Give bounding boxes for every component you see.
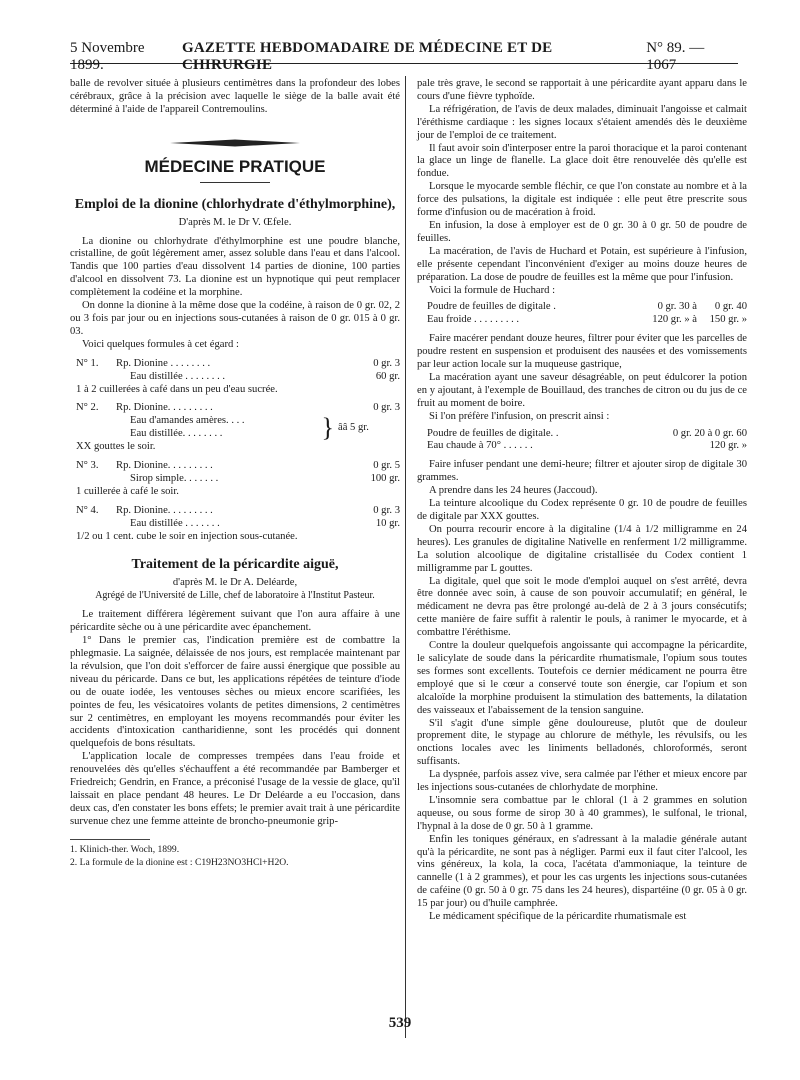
paragraph: La dyspnée, parfois assez vive, sera calmée par l'éther et mieux encore par les injections sous-cutanées de chlorhydate de morphine. [417, 769, 747, 794]
recipe-dose: 0 gr. 30 à [657, 301, 697, 313]
paragraph: Faire macérer pendant douze heures, filtrer pour éviter que les parcelles de poudre restent en suspension et produisent des nausées et des vomissements par leur action locale sur la muqueuse gastrique, [417, 333, 747, 371]
formula-number: N° 4. [76, 504, 99, 516]
article-affiliation: Agrégé de l'Université de Lille, chef de laboratoire à l'Institut Pasteur. [95, 590, 375, 602]
paragraph: Le traitement différera légèrement suivant que l'on aura affaire à une péricardite sèche ou à une péricardite avec épanchement. [70, 609, 400, 634]
running-header [70, 40, 738, 73]
formula-dose: 60 gr. [375, 370, 400, 382]
formula-line: Sirop simple. . . . . . . [130, 472, 219, 484]
article-byline-pericardite: d'après M. le Dr A. Deléarde, [172, 577, 298, 589]
formula-dose: 0 gr. 3 [373, 504, 400, 516]
footnote-2: 2. La formule de la dionine est : C19H23NO3HCl+H2O. [70, 856, 289, 868]
recipe-dose: 0 gr. 20 à 0 gr. 60 [672, 427, 747, 439]
recipe-infusion [427, 428, 747, 454]
recipe-dose: 0 gr. 40 [714, 301, 747, 313]
paragraph: La macération, de l'avis de Huchard et Potain, est supérieure à l'infusion, elle présente cependant l'inconvénient d'exiger au moins douze heures de préparation. La dose de poudre de feuilles est la même que pour l'infusion. [417, 245, 747, 283]
paragraph: S'il s'agit d'une simple gêne douloureuse, plutôt que de douleur proprement dite, le stypage au chlorure de méthyle, les révulsifs, ou les onctions locales avec les liniments belladonés, chloroformés, seront suffisants. [417, 717, 747, 768]
paragraph: Lorsque le myocarde semble fléchir, ce que l'on constate au nombre et à la force des pulsations, la digitale est indiquée : elle peut être prescrite sous forme d'infusion ou de macération à froid. [417, 181, 747, 219]
formula-line: Rp. Dionine . . . . . . . . [116, 357, 211, 369]
intro-paragraph: balle de revolver située à plusieurs centimètres dans la profondeur des lobes cérébraux, grâce à la précision avec laquelle le siège de la balle avait été déterminé à l'aide de l'appareil Contremoulins. [70, 78, 400, 115]
paragraph: Voici quelques formules à cet égard : [82, 338, 239, 350]
recipe-line: Eau chaude à 70° . . . . . . [427, 440, 533, 452]
paragraph: Il faut avoir soin d'interposer entre la paroi thoracique et la paroi contenant la glace un linge de flanelle. La glace doit être renouvelée dès qu'elle est fondue. [417, 142, 747, 180]
recipe-line: Eau froide . . . . . . . . . [427, 314, 520, 326]
formula-line: Eau distillée . . . . . . . [130, 517, 220, 529]
paragraph: Faire infuser pendant une demi-heure; filtrer et ajouter sirop de digitale 30 grammes. [417, 459, 747, 484]
formula-dose: 0 gr. 3 [373, 402, 400, 414]
header-date: 5 Novembre 1899. [70, 40, 145, 73]
paragraph: La réfrigération, de l'avis de deux malades, diminuait l'angoisse et calmait l'éréthisme cardiaque : les signes locaux s'étaient amendés dès le deuxième jour de l'emploi de ce traitement. [417, 103, 747, 141]
article-title-pericardite: Traitement de la péricardite aiguë, [131, 557, 339, 573]
paragraph: L'application locale de compresses trempées dans l'eau froide et renouvelées dès qu'elles s'échauffent a été recommandée par Bamberger et Friedreich; Gendrin, en France, a préconisé l'usage de la vessie de glace, qu'il laissait en place pendant 48 heures. Le Dr Deléarde a eu l'occasion, dans deux cas, d'en constater les bons effets; le premier avait trait à une péricardite survenue chez une femme atteinte de broncho-pneumonie grip- [70, 751, 400, 827]
section-rule [200, 182, 270, 183]
paragraph: On donne la dionine à la même dose que la codéine, à raison de 0 gr. 02, 2 ou 3 fois par jour ou en injections sous-cutanées à raison de 0 gr. 015 à 0 gr. 03. [70, 300, 400, 337]
paragraph: En infusion, la dose à employer est de 0 gr. 30 à 0 gr. 50 de poudre de feuilles. [417, 219, 747, 244]
paragraph: Enfin les toniques généraux, en s'adressant à la maladie générale autant qu'à la péricardite, ne sont pas à négliger. Parmi eux il faut citer l'alcool, les vins généreux, la kola, la coca, l'acétata d'ammoniaque, la teinture de cannelle (1 à 2 grammes), et pour les cas urgents les injections sous-cutanées de caféine (0 gr. 50 à 0 gr. 75 dans les 24 heures), dispartéine (0 gr. 05 à 0 gr. 15 par jour) ou d'huile camphrée. [417, 833, 747, 910]
formula-line: Rp. Dionine. . . . . . . . . [116, 402, 213, 414]
paragraph: La dionine ou chlorhydrate d'éthylmorphine est une poudre blanche, cristalline, de goût légèrement amer, assez soluble dans l'eau et dans l'alcool. Tandis que 100 parties d'eau dissolvent 14 parties de dionine, 100 parties d'alcool en dissolvent 73. La dionine est un hypnotique qui peut remplacer complètement la codéine et la morphine. [70, 235, 400, 299]
paragraph: La digitale, quel que soit le mode d'emploi auquel on s'est arrêté, devra être donnée avec soin, à cause de son pouvoir accumulatif; en général, le médicament ne devra pas être prolongé au-delà de 2 à 3 jours consécutifs; cette manière de faire suffit à ralentir le pouls, à ranimer le myocarde, et à combattre l'éréthisme. [417, 575, 747, 639]
paragraph: pale très grave, le second se rapportait à une péricardite ayant apparu dans le cours d'une fièvre typhoïde. [417, 78, 747, 102]
formula-note: XX gouttes le soir. [76, 441, 156, 453]
left-column [70, 78, 400, 870]
paragraph: Si l'on préfère l'infusion, on prescrit ainsi : [429, 410, 610, 422]
formula-dose: ââ 5 gr. [338, 421, 369, 433]
paragraph: La teinture alcoolique du Codex représente 0 gr. 10 de poudre de feuilles de digitale par XXX gouttes. [417, 498, 747, 522]
formula-number: N° 1. [76, 357, 99, 369]
formula-dose: 10 gr. [375, 517, 400, 529]
formula-note: 1 à 2 cuillerées à café dans un peu d'eau sucrée. [76, 383, 278, 395]
paragraph: On pourra recourir encore à la digitaline (1/4 à 1/2 milligramme en 24 heures). Les granules de digitaline Nativelle en renferment 1/2 milligramme. La solution alcoolique de digitaline cristallisée du Codex contient 1 milligramme par L gouttes. [417, 523, 747, 574]
formula-1 [76, 358, 400, 397]
footnote-1: 1. Klinich-ther. Woch, 1899. [70, 843, 180, 855]
formula-line: Eau distillée. . . . . . . . [130, 428, 223, 440]
paragraph: L'insomnie sera combattue par le chloral (1 à 2 grammes en solution aqueuse, ou sous forme de sirop 30 à 40 grammes), le sulfonal, le trional, l'hypnal à la dose de 0 gr. 50 à 1 gramme. [417, 794, 747, 832]
paragraph: Contre la douleur quelquefois angoissante qui accompagne la péricardite, le salicylate de soude dans la péricardite rhumatismale, l'opium sous toutes ses formes sont excellents. Toutefois ce dernier médicament ne pourra être employé que si le cœur a conservé toute son énergie, car l'opium et son alcaloïde la morphine produisent la stimulation des battements, la dilatation des vaisseaux et l'abaissement de la tension sanguine. [417, 640, 747, 716]
formula-4 [76, 505, 400, 544]
paragraph: A prendre dans les 24 heures (Jaccoud). [429, 485, 598, 497]
formula-line: Eau distillée . . . . . . . . [130, 370, 226, 382]
paragraph: Voici la formule de Huchard : [429, 284, 556, 296]
recipe-line: Poudre de feuilles de digitale. . [427, 427, 559, 439]
recipe-dose: 120 gr. » à [652, 314, 697, 326]
article-byline-dionine: D'après M. le Dr V. Œfele. [178, 216, 292, 228]
right-column [417, 78, 747, 924]
formula-number: N° 3. [76, 460, 99, 472]
header-issue-page: N° 89. — 1067 [646, 40, 705, 73]
recipe-dose: 150 gr. » [709, 314, 747, 326]
brace-symbol: } [321, 413, 334, 443]
formula-dose: 100 gr. [370, 472, 400, 484]
recipe-line: Poudre de feuilles de digitale . [427, 301, 556, 313]
formula-line: Rp. Dionine. . . . . . . . . [116, 460, 213, 472]
header-journal-title: GAZETTE HEBDOMADAIRE DE MÉDECINE ET DE CHIRURGIE [182, 40, 553, 73]
formula-dose: 0 gr. 5 [373, 460, 400, 472]
formula-note: 1/2 ou 1 cent. cube le soir en injection sous-cutanée. [76, 530, 298, 542]
article-title-dionine: Emploi de la dionine (chlorhydrate d'éthylmorphine), [74, 196, 396, 212]
formula-2 [76, 402, 400, 454]
footnotes [70, 839, 289, 870]
formula-number: N° 2. [76, 402, 99, 414]
formula-line: Eau d'amandes amères. . . . [130, 415, 245, 427]
ornament-divider [170, 139, 300, 147]
paragraph: La macération ayant une saveur désagréable, on peut édulcorer la potion en y ajoutant, à l'exemple de Bouillaud, des tranches de citron ou du jus de ce fruit au moment de boire. [417, 371, 747, 409]
page-number: 539 [388, 1015, 412, 1031]
paragraph: 1° Dans le premier cas, l'indication première est de combattre la phlegmasie. La saignée, délaissée de nos jours, est remplacée maintenant par la révulsion, que l'on doit s'efforcer de faire aussi énergique que possible au niveau du péricarde. Dans ce but, les applications répétées de teinture d'iode ou de ouate iodée, les ventouses sèches ou mieux encore scarifiées, les pointes de feu, les vésicatoires volants de petites dimensions, 2 centimètres sur 2 centimètres, en employant les moyens recommandés pour éviter les accidents d'intoxication cantharidienne, sont les procédés qui donnent quelquefois de bons résultats. [70, 635, 400, 750]
formula-line: Rp. Dionine. . . . . . . . . [116, 504, 213, 516]
formula-note: 1 cuillerée à café le soir. [76, 485, 179, 497]
section-title: MÉDECINE PRATIQUE [144, 156, 326, 176]
column-divider [405, 76, 406, 1038]
formula-dose: 0 gr. 3 [373, 357, 400, 369]
paragraph: Le médicament spécifique de la péricardite rhumatismale est [429, 911, 687, 923]
recipe-huchard [427, 301, 747, 327]
formula-3 [76, 460, 400, 499]
recipe-dose: 120 gr. » [709, 440, 747, 452]
